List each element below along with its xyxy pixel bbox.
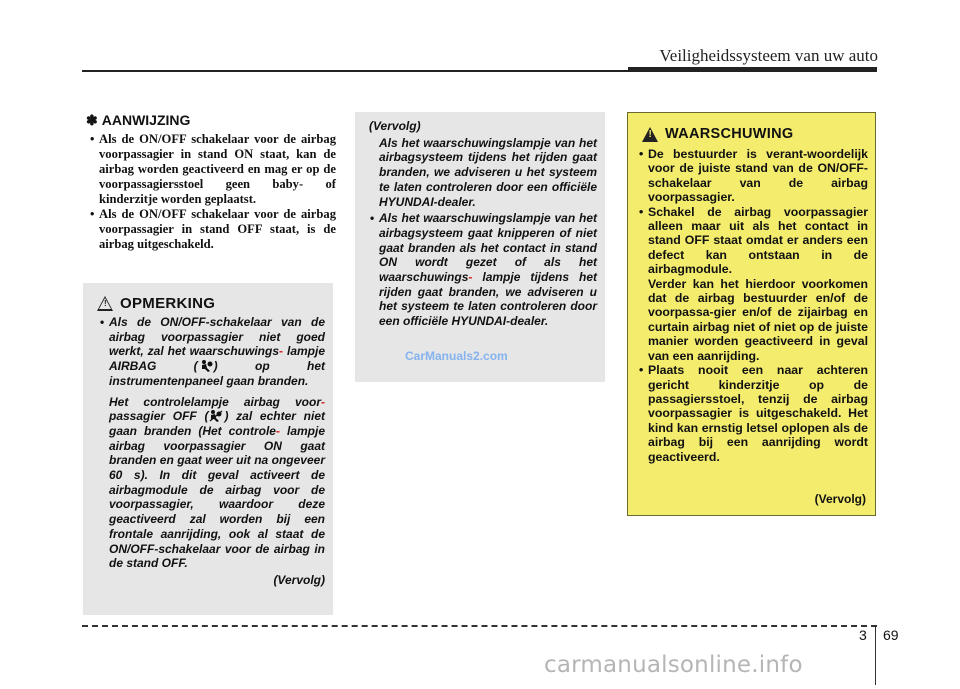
hyphen: -: [321, 394, 325, 409]
section-title: Veiligheidssysteem van uw auto: [659, 46, 878, 65]
text-run: ) zal echter niet gaan branden (Het controle: [109, 409, 325, 438]
middle-body: [367, 119, 597, 329]
warning-item: • Plaats nooit een naar achteren gericht kinderzitje op de passagiersstoel, tenzij de airbag voorpassagier is uitgeschakeld. Het kind kan ernstig letsel oplopen als de airbag bij een aanrijding wordt geactiveerd.: [638, 363, 868, 464]
hyphen: -: [279, 344, 283, 359]
warning-item: • De bestuurder is verant-woordelijk voor de juiste stand van de ON/OFF-schakelaar van de airbag voorpassagier.: [638, 147, 868, 205]
header-rule-accent: [628, 67, 877, 72]
warning-item: [638, 205, 868, 363]
passenger-airbag-off-icon: [209, 410, 223, 422]
continued-label: (Vervolg): [814, 492, 866, 506]
middle-paragraph: Als het waarschuwingslampje van het airbagsysteem tijdens het rijden gaat branden, we adviseren u het systeem te laten controleren door een officiële HYUNDAI-dealer.: [379, 135, 597, 209]
site-watermark: carmanualsonline.info: [544, 652, 803, 678]
hyphen: -: [275, 423, 280, 438]
page-number: 69: [883, 627, 899, 643]
note-section: [86, 112, 336, 252]
note-item: • Als de ON/OFF schakelaar voor de airbag voorpassagier in stand OFF staat, is de airbag uitgeschakeld.: [86, 207, 336, 252]
text-run: Schakel de airbag voorpassagier alleen maar uit als het contact in stand OFF staat omdat er anders een defect kan ontstaan in de airbagmodule.: [648, 204, 868, 277]
text-run: ) op het instrumentenpaneel gaan branden.: [109, 359, 325, 388]
warning-triangle-icon: !: [642, 127, 658, 142]
text-run: Het controlelampje airbag voor: [109, 394, 321, 409]
note-title: AANWIJZING: [101, 112, 191, 128]
warning-subparagraph: Verder kan het hierdoor voorkomen dat de airbag bestuurder en/of de voorpassa-gier en/of de zijairbag en curtain airbag niet of niet op de juiste manier worden geactiveerd in geval van een aanrijding.: [648, 276, 868, 363]
airbag-warning-icon: [199, 360, 213, 372]
note-list: [86, 132, 336, 252]
opmerking-paragraph: [97, 315, 325, 389]
note-heading: [86, 112, 336, 129]
text-run: Als de ON/OFF-schakelaar van de airbag voorpassagier niet goed werkt, zal het waarschuwings: [109, 315, 325, 359]
middle-paragraph: [367, 211, 597, 329]
middle-box: [355, 112, 605, 382]
warning-box: [627, 112, 876, 516]
hyphen: -: [468, 270, 473, 285]
text-run: lampje AIRBAG (: [109, 344, 325, 374]
continued-label: (Vervolg): [273, 572, 325, 587]
warning-title: WAARSCHUWING: [665, 126, 794, 142]
chapter-number: 3: [859, 627, 867, 643]
text-run: lampje tijdens het rijden gaat branden, we adviseren u het systeem te laten controleren door een officiële HYUNDAI-dealer.: [379, 270, 597, 329]
note-item: • Als de ON/OFF schakelaar voor de airbag voorpassagier in stand ON staat, kan de airbag worden geactiveerd en mag er op de voorpassagiersstoel geen baby- of kinderzitje worden geplaatst.: [86, 132, 336, 207]
page-divider: [875, 627, 876, 685]
warning-heading: [642, 126, 793, 142]
opmerking-title: OPMERKING: [120, 295, 216, 312]
opmerking-box: [83, 283, 333, 615]
opmerking-heading: [97, 295, 215, 312]
footer-rule: [82, 625, 877, 627]
opmerking-body: [97, 315, 325, 588]
text-run: passagier OFF (: [109, 409, 209, 424]
text-run: lampje airbag voorpassagier ON gaat branden en gaat weer uit na ongeveer 60 s). In dit geval activeert de airbagmodule de airbag voor de voorpassagier, waardoor deze geactiveerd zal worden bij een frontale aanrijding, ook al staat de ON/OFF-schakelaar voor de airbag in de stand OFF.: [109, 423, 325, 571]
note-symbol: ✽: [86, 112, 98, 128]
opmerking-paragraph: [97, 395, 325, 571]
continued-label: (Vervolg): [369, 119, 421, 133]
warning-list: [638, 147, 868, 464]
text-run: Als het waarschuwingslampje van het airbagsysteem gaat knipperen of niet gaat branden als het contact in stand ON wordt gezet of als het waarschuwings: [379, 211, 597, 285]
inline-watermark: CarManuals2.com: [405, 349, 508, 363]
caution-triangle-icon: !: [97, 296, 113, 311]
